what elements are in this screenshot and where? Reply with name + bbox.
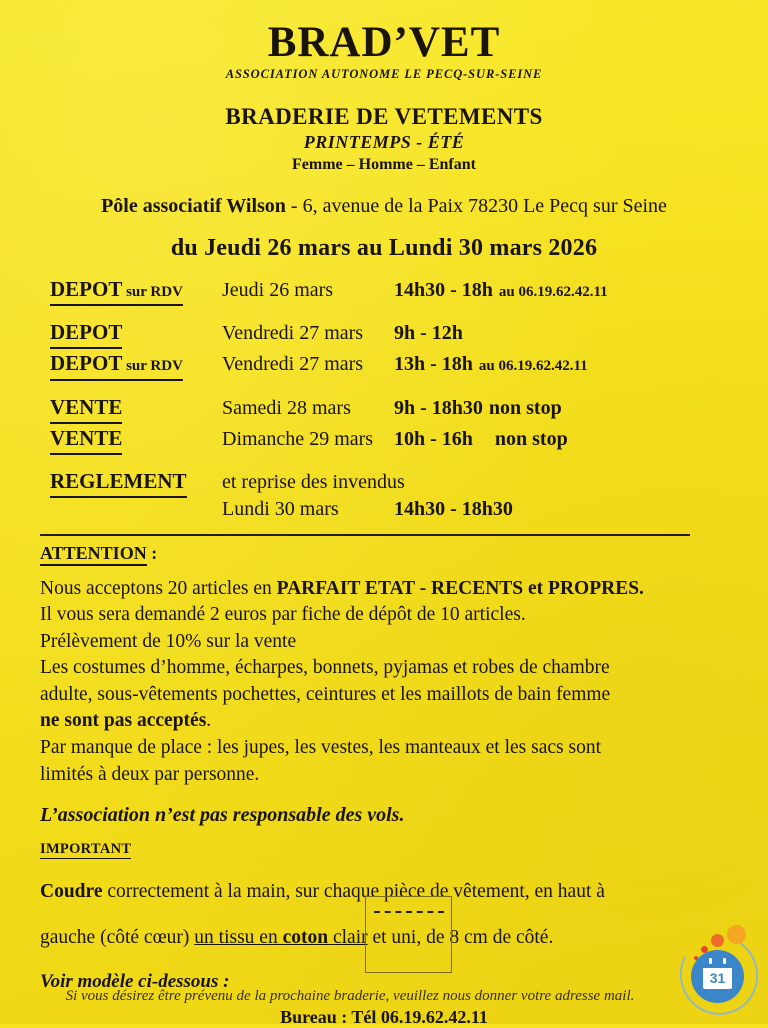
mailing-list-note: Si vous désirez être prévenu de la prochaine braderie, veuillez nous donner votre adresse mail. bbox=[65, 988, 635, 1004]
calendar-ring-icon bbox=[723, 958, 726, 964]
liability-disclaimer: L’association n’est pas responsable des vols. bbox=[40, 804, 405, 827]
table-row bbox=[50, 349, 768, 380]
row-day: Dimanche 29 mars bbox=[222, 427, 374, 450]
important-line-2: gauche (côté cœur) un tissu en coton clair et uni, de 8 cm de côté. bbox=[40, 926, 554, 948]
stitch-dashed-line bbox=[374, 911, 444, 913]
rule-line-2: Il vous sera demandé 2 euros par fiche de dépôt de 10 articles. bbox=[40, 604, 526, 626]
badge-dot-medium-icon bbox=[711, 934, 724, 947]
important-line-1: Coudre correctement à la main, sur chaque pièce de vêtement, en haut à bbox=[40, 880, 605, 902]
attention-label: ATTENTION bbox=[40, 543, 147, 566]
audience-label: Femme – Homme – Enfant bbox=[292, 156, 476, 174]
venue-address bbox=[0, 195, 768, 218]
row-time: 9h - 18h30 non stop bbox=[394, 396, 562, 419]
table-row bbox=[50, 275, 768, 306]
row-label: VENTE bbox=[50, 393, 222, 424]
row-day: Vendredi 27 mars bbox=[222, 322, 364, 345]
row-time: 13h - 18h au 06.19.62.42.11 bbox=[394, 353, 588, 376]
venue-name: Pôle associatif Wilson bbox=[101, 195, 286, 218]
date-range: du Jeudi 26 mars au Lundi 30 mars 2026 bbox=[170, 235, 598, 262]
row-note: non stop bbox=[494, 427, 568, 450]
row-time: 10h - 16h non stop bbox=[394, 427, 568, 450]
rule-line-3: Prélèvement de 10% sur la vente bbox=[40, 630, 297, 652]
calendar-ring-icon bbox=[709, 958, 712, 964]
rule-line-7: Par manque de place : les jupes, les vestes, les manteaux et les sacs sont bbox=[40, 736, 602, 758]
rule-line-1: Nous acceptons 20 articles en PARFAIT ETAT - RECENTS et PROPRES. bbox=[40, 577, 644, 599]
calendar-sheet-icon bbox=[703, 961, 732, 989]
bureau-phone: Bureau : Tél 06.19.62.42.11 bbox=[280, 1007, 488, 1027]
venue-street: - 6, avenue de la Paix 78230 Le Pecq sur Seine bbox=[285, 195, 667, 218]
table-row bbox=[50, 393, 768, 424]
page-title: BRAD’VET bbox=[267, 19, 501, 66]
row-day: Vendredi 27 mars bbox=[222, 353, 364, 376]
fabric-model-box bbox=[365, 896, 452, 973]
row-label: VENTE bbox=[50, 424, 222, 455]
row-phone: au 06.19.62.42.11 bbox=[478, 358, 588, 375]
attention-colon: : bbox=[146, 542, 158, 563]
settlement-text: et reprise des invendus bbox=[222, 470, 405, 493]
row-label: DEPOT sur RDV bbox=[50, 349, 222, 380]
settlement-time: 14h30 - 18h30 bbox=[394, 497, 513, 520]
association-subtitle: ASSOCIATION AUTONOME LE PECQ-SUR-SEINE bbox=[225, 67, 543, 82]
important-heading: IMPORTANT bbox=[40, 841, 132, 858]
season-label: PRINTEMPS - ÉTÉ bbox=[303, 132, 465, 153]
row-phone: au 06.19.62.42.11 bbox=[498, 284, 608, 301]
row-label: DEPOT sur RDV bbox=[50, 275, 222, 306]
row-day: Samedi 28 mars bbox=[222, 396, 351, 419]
row-note: non stop bbox=[488, 396, 562, 419]
see-model-label: Voir modèle ci-dessous : bbox=[40, 970, 230, 992]
rule-line-6: ne sont pas acceptés. bbox=[40, 710, 212, 732]
rule-line-8: limités à deux par personne. bbox=[40, 763, 260, 785]
rule-line-5: adulte, sous-vêtements pochettes, ceintures et les maillots de bain femme bbox=[40, 683, 611, 705]
calendar-header-bar bbox=[703, 961, 732, 968]
section-divider bbox=[40, 534, 690, 536]
schedule-table bbox=[0, 275, 768, 521]
attention-body bbox=[0, 576, 768, 788]
row-time: 14h30 - 18h au 06.19.62.42.11 bbox=[394, 279, 608, 302]
row-label: DEPOT bbox=[50, 318, 222, 349]
attention-heading bbox=[0, 543, 768, 566]
table-row-settlement bbox=[50, 467, 768, 498]
settlement-second-line bbox=[50, 498, 768, 521]
calendar-day-number: 31 bbox=[709, 970, 726, 986]
settlement-day: Lundi 30 mars bbox=[222, 497, 339, 520]
sale-title: BRADERIE DE VETEMENTS bbox=[225, 104, 543, 130]
table-row bbox=[50, 318, 768, 349]
table-row bbox=[50, 424, 768, 455]
rule-line-4: Les costumes d’homme, écharpes, bonnets, pyjamas et robes de chambre bbox=[40, 657, 610, 679]
row-time: 9h - 12h bbox=[394, 322, 463, 345]
row-day: Jeudi 26 mars bbox=[222, 279, 334, 302]
row-label: REGLEMENT bbox=[50, 467, 222, 498]
badge-dot-large-icon bbox=[727, 925, 746, 944]
